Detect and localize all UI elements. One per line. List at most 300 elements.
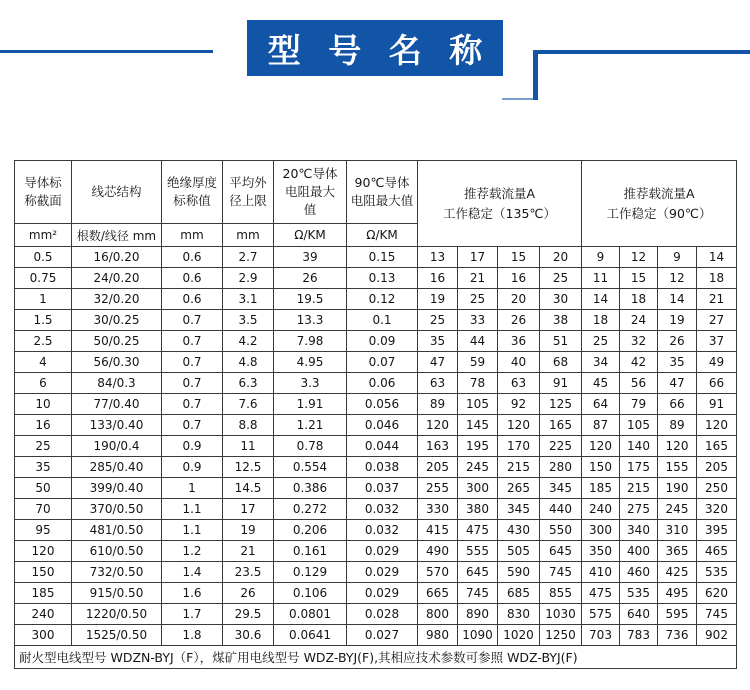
cell: 535 <box>620 583 658 604</box>
cell: 32 <box>620 331 658 352</box>
cell: 11 <box>582 268 620 289</box>
cell: 830 <box>498 604 540 625</box>
cell: 70 <box>15 499 72 520</box>
table-row <box>15 541 737 562</box>
cell: 736 <box>658 625 697 646</box>
cell: 481/0.50 <box>72 520 162 541</box>
cell: 4.95 <box>274 352 347 373</box>
cell: 275 <box>620 499 658 520</box>
col-header-insulation-thickness <box>162 161 223 224</box>
cell: 133/0.40 <box>72 415 162 436</box>
cell: 23.5 <box>223 562 274 583</box>
cell: 1020 <box>498 625 540 646</box>
cell: 0.029 <box>347 541 418 562</box>
cell: 44 <box>458 331 498 352</box>
header-line: 90℃导体 <box>354 175 410 190</box>
cell: 0.6 <box>162 268 223 289</box>
cell: 10 <box>15 394 72 415</box>
col-header-resistance-20c <box>274 161 347 224</box>
footer-row <box>15 646 737 669</box>
cell: 21 <box>697 289 737 310</box>
cell: 505 <box>498 541 540 562</box>
unit-cell: Ω/KM <box>274 224 347 247</box>
unit-cell: mm <box>162 224 223 247</box>
cell: 17 <box>458 247 498 268</box>
cell: 555 <box>458 541 498 562</box>
cell: 915/0.50 <box>72 583 162 604</box>
cell: 140 <box>620 436 658 457</box>
cell: 590 <box>498 562 540 583</box>
cell: 84/0.3 <box>72 373 162 394</box>
cell: 0.161 <box>274 541 347 562</box>
cell: 0.7 <box>162 310 223 331</box>
cell: 1.1 <box>162 499 223 520</box>
cell: 155 <box>658 457 697 478</box>
cell: 0.106 <box>274 583 347 604</box>
cell: 15 <box>620 268 658 289</box>
cell: 0.13 <box>347 268 418 289</box>
cell: 64 <box>582 394 620 415</box>
cell: 0.044 <box>347 436 418 457</box>
cell: 66 <box>658 394 697 415</box>
page-title-banner <box>247 20 503 76</box>
cell: 465 <box>697 541 737 562</box>
cell: 26 <box>658 331 697 352</box>
header-line: 推荐载流量A <box>623 185 695 201</box>
cell: 21 <box>458 268 498 289</box>
cell: 370/0.50 <box>72 499 162 520</box>
cell: 11 <box>223 436 274 457</box>
table-row <box>15 331 737 352</box>
cell: 38 <box>540 310 582 331</box>
cell: 0.7 <box>162 331 223 352</box>
cell: 800 <box>418 604 458 625</box>
cell: 14 <box>582 289 620 310</box>
cell: 310 <box>658 520 697 541</box>
cell: 18 <box>620 289 658 310</box>
cell: 56 <box>620 373 658 394</box>
cell: 0.037 <box>347 478 418 499</box>
cell: 0.386 <box>274 478 347 499</box>
cell: 12.5 <box>223 457 274 478</box>
cell: 0.056 <box>347 394 418 415</box>
cell: 6 <box>15 373 72 394</box>
cell: 6.3 <box>223 373 274 394</box>
cell: 280 <box>540 457 582 478</box>
cell: 0.038 <box>347 457 418 478</box>
cell: 163 <box>418 436 458 457</box>
table-row <box>15 583 737 604</box>
cell: 185 <box>582 478 620 499</box>
cell: 265 <box>498 478 540 499</box>
cell: 19 <box>418 289 458 310</box>
cell: 1.4 <box>162 562 223 583</box>
page-title: 型 号 名 称 <box>267 30 491 70</box>
cell: 1.91 <box>274 394 347 415</box>
cell: 120 <box>498 415 540 436</box>
cell: 495 <box>658 583 697 604</box>
cell: 685 <box>498 583 540 604</box>
cell: 25 <box>418 310 458 331</box>
table-body <box>15 247 737 646</box>
cell: 120 <box>418 415 458 436</box>
table-row <box>15 457 737 478</box>
cell: 185 <box>15 583 72 604</box>
unit-cell: mm² <box>15 224 72 247</box>
cell: 165 <box>697 436 737 457</box>
cell: 345 <box>540 478 582 499</box>
cell: 0.206 <box>274 520 347 541</box>
cell: 16 <box>15 415 72 436</box>
cell: 980 <box>418 625 458 646</box>
cell: 0.7 <box>162 373 223 394</box>
cell: 595 <box>658 604 697 625</box>
cell: 610/0.50 <box>72 541 162 562</box>
cell: 0.7 <box>162 352 223 373</box>
table-row <box>15 478 737 499</box>
cell: 165 <box>540 415 582 436</box>
cell: 190/0.4 <box>72 436 162 457</box>
cell: 39 <box>274 247 347 268</box>
cell: 8.8 <box>223 415 274 436</box>
cell: 620 <box>697 583 737 604</box>
header-line: 值 <box>303 202 317 217</box>
cell: 16 <box>498 268 540 289</box>
unit-cell: 根数/线径 mm <box>72 224 162 247</box>
cell: 0.12 <box>347 289 418 310</box>
header-line: 导体标 <box>24 175 62 190</box>
table-row <box>15 268 737 289</box>
cell: 3.5 <box>223 310 274 331</box>
cell: 87 <box>582 415 620 436</box>
cell: 240 <box>15 604 72 625</box>
cell: 783 <box>620 625 658 646</box>
cell: 120 <box>658 436 697 457</box>
cell: 25 <box>15 436 72 457</box>
cell: 0.027 <box>347 625 418 646</box>
cell: 16 <box>418 268 458 289</box>
cell: 745 <box>458 583 498 604</box>
cell: 425 <box>658 562 697 583</box>
cell: 4 <box>15 352 72 373</box>
cell: 0.1 <box>347 310 418 331</box>
cell: 0.5 <box>15 247 72 268</box>
cell: 0.9 <box>162 457 223 478</box>
cell: 475 <box>582 583 620 604</box>
cell: 255 <box>418 478 458 499</box>
cell: 170 <box>498 436 540 457</box>
cell: 92 <box>498 394 540 415</box>
cell: 640 <box>620 604 658 625</box>
cell: 300 <box>15 625 72 646</box>
col-header-resistance-90c <box>347 161 418 224</box>
cell: 1 <box>162 478 223 499</box>
cell: 1220/0.50 <box>72 604 162 625</box>
table-row <box>15 373 737 394</box>
table-row <box>15 625 737 646</box>
cell: 35 <box>658 352 697 373</box>
cell: 320 <box>697 499 737 520</box>
cell: 79 <box>620 394 658 415</box>
banner-left-line <box>0 50 213 53</box>
cell: 645 <box>540 541 582 562</box>
cell: 35 <box>418 331 458 352</box>
cell: 49 <box>697 352 737 373</box>
cell: 0.032 <box>347 499 418 520</box>
cell: 32/0.20 <box>72 289 162 310</box>
cell: 250 <box>697 478 737 499</box>
header-line: 工作稳定（90℃） <box>606 205 712 221</box>
table-row <box>15 604 737 625</box>
cell: 195 <box>458 436 498 457</box>
cell: 745 <box>540 562 582 583</box>
col-header-conductor-section <box>15 161 72 224</box>
cell: 490 <box>418 541 458 562</box>
cell: 1525/0.50 <box>72 625 162 646</box>
cell: 0.272 <box>274 499 347 520</box>
banner-step-vertical-line <box>533 50 538 100</box>
cell: 13.3 <box>274 310 347 331</box>
cell: 19.5 <box>274 289 347 310</box>
cell: 0.029 <box>347 583 418 604</box>
cell: 399/0.40 <box>72 478 162 499</box>
cell: 0.0641 <box>274 625 347 646</box>
group-header-ampacity-135c <box>418 161 582 247</box>
cell: 0.029 <box>347 562 418 583</box>
cell: 125 <box>540 394 582 415</box>
cell: 1.5 <box>15 310 72 331</box>
cell: 30.6 <box>223 625 274 646</box>
table-row <box>15 499 737 520</box>
cell: 205 <box>418 457 458 478</box>
cell: 25 <box>458 289 498 310</box>
cell: 350 <box>582 541 620 562</box>
cell: 25 <box>582 331 620 352</box>
cell: 300 <box>582 520 620 541</box>
cell: 240 <box>582 499 620 520</box>
cell: 2.7 <box>223 247 274 268</box>
cell: 77/0.40 <box>72 394 162 415</box>
cell: 0.7 <box>162 394 223 415</box>
cell: 13 <box>418 247 458 268</box>
cell: 89 <box>658 415 697 436</box>
col-header-mean-od <box>223 161 274 224</box>
cell: 345 <box>498 499 540 520</box>
cell: 37 <box>697 331 737 352</box>
cell: 16/0.20 <box>72 247 162 268</box>
table-row <box>15 436 737 457</box>
cell: 0.6 <box>162 289 223 310</box>
cell: 4.2 <box>223 331 274 352</box>
cell: 1.21 <box>274 415 347 436</box>
cell: 285/0.40 <box>72 457 162 478</box>
cell: 1.6 <box>162 583 223 604</box>
cell: 4.8 <box>223 352 274 373</box>
cell: 42 <box>620 352 658 373</box>
cell: 78 <box>458 373 498 394</box>
table-row <box>15 415 737 436</box>
cell: 50 <box>15 478 72 499</box>
header-line: 平均外 <box>229 175 267 190</box>
cell: 51 <box>540 331 582 352</box>
cell: 225 <box>540 436 582 457</box>
cell: 395 <box>697 520 737 541</box>
cell: 33 <box>458 310 498 331</box>
banner-right-line <box>537 50 750 54</box>
cell: 430 <box>498 520 540 541</box>
cell: 12 <box>658 268 697 289</box>
cell: 9 <box>582 247 620 268</box>
col-header-core-structure <box>72 161 162 224</box>
cell: 36 <box>498 331 540 352</box>
cell: 45 <box>582 373 620 394</box>
header-line: 标称值 <box>173 193 211 208</box>
header-line: 称截面 <box>24 193 62 208</box>
table-row <box>15 352 737 373</box>
cell: 1 <box>15 289 72 310</box>
cell: 890 <box>458 604 498 625</box>
cell: 1.1 <box>162 520 223 541</box>
cell: 1.8 <box>162 625 223 646</box>
cell: 91 <box>697 394 737 415</box>
cell: 12 <box>620 247 658 268</box>
cell: 215 <box>620 478 658 499</box>
cell: 175 <box>620 457 658 478</box>
cell: 902 <box>697 625 737 646</box>
header-line: 电阻最大值 <box>350 193 414 208</box>
cell: 0.7 <box>162 415 223 436</box>
cell: 7.98 <box>274 331 347 352</box>
cell: 21 <box>223 541 274 562</box>
cell: 245 <box>658 499 697 520</box>
cell: 30 <box>540 289 582 310</box>
cell: 0.554 <box>274 457 347 478</box>
cell: 24 <box>620 310 658 331</box>
cell: 0.78 <box>274 436 347 457</box>
spec-table <box>14 160 737 669</box>
cell: 0.028 <box>347 604 418 625</box>
header-label-row <box>15 161 737 224</box>
cell: 19 <box>223 520 274 541</box>
group-header-ampacity-90c <box>582 161 737 247</box>
cell: 20 <box>540 247 582 268</box>
cell: 0.046 <box>347 415 418 436</box>
cell: 300 <box>458 478 498 499</box>
cell: 26 <box>498 310 540 331</box>
cell: 0.0801 <box>274 604 347 625</box>
cell: 215 <box>498 457 540 478</box>
cell: 68 <box>540 352 582 373</box>
cell: 56/0.30 <box>72 352 162 373</box>
cell: 245 <box>458 457 498 478</box>
cell: 2.5 <box>15 331 72 352</box>
table-row <box>15 394 737 415</box>
cell: 34 <box>582 352 620 373</box>
cell: 9 <box>658 247 697 268</box>
cell: 105 <box>458 394 498 415</box>
table-row <box>15 520 737 541</box>
unit-cell: Ω/KM <box>347 224 418 247</box>
header-line: 径上限 <box>229 193 267 208</box>
cell: 3.3 <box>274 373 347 394</box>
cell: 27 <box>697 310 737 331</box>
cell: 0.09 <box>347 331 418 352</box>
cell: 59 <box>458 352 498 373</box>
cell: 410 <box>582 562 620 583</box>
cell: 26 <box>274 268 347 289</box>
cell: 1030 <box>540 604 582 625</box>
cell: 1250 <box>540 625 582 646</box>
cell: 745 <box>697 604 737 625</box>
header-line: 推荐载流量A <box>463 185 536 201</box>
cell: 732/0.50 <box>72 562 162 583</box>
cell: 460 <box>620 562 658 583</box>
header-line: 线芯结构 <box>91 184 142 199</box>
cell: 7.6 <box>223 394 274 415</box>
cell: 150 <box>582 457 620 478</box>
cell: 15 <box>498 247 540 268</box>
cell: 330 <box>418 499 458 520</box>
cell: 340 <box>620 520 658 541</box>
cell: 365 <box>658 541 697 562</box>
cell: 0.9 <box>162 436 223 457</box>
cell: 105 <box>620 415 658 436</box>
cell: 570 <box>418 562 458 583</box>
cell: 3.1 <box>223 289 274 310</box>
cell: 440 <box>540 499 582 520</box>
cell: 14.5 <box>223 478 274 499</box>
footer-note: 耐火型电线型号 WDZN-BYJ（F），煤矿用电线型号 WDZ-BYJ(F),其相应技术参数可参照 WDZ-BYJ(F) <box>15 646 737 669</box>
cell: 66 <box>697 373 737 394</box>
cell: 30/0.25 <box>72 310 162 331</box>
cell: 120 <box>697 415 737 436</box>
cell: 380 <box>458 499 498 520</box>
unit-cell: mm <box>223 224 274 247</box>
cell: 50/0.25 <box>72 331 162 352</box>
cell: 1090 <box>458 625 498 646</box>
table-row <box>15 289 737 310</box>
cell: 14 <box>658 289 697 310</box>
cell: 855 <box>540 583 582 604</box>
cell: 575 <box>582 604 620 625</box>
cell: 400 <box>620 541 658 562</box>
cell: 150 <box>15 562 72 583</box>
cell: 47 <box>418 352 458 373</box>
cell: 18 <box>582 310 620 331</box>
header-line: 工作稳定（135℃） <box>443 205 556 221</box>
cell: 17 <box>223 499 274 520</box>
cell: 24/0.20 <box>72 268 162 289</box>
header-line: 20℃导体 <box>282 166 338 181</box>
cell: 29.5 <box>223 604 274 625</box>
cell: 550 <box>540 520 582 541</box>
cell: 0.129 <box>274 562 347 583</box>
cell: 63 <box>418 373 458 394</box>
cell: 120 <box>582 436 620 457</box>
cell: 190 <box>658 478 697 499</box>
cell: 205 <box>697 457 737 478</box>
cell: 35 <box>15 457 72 478</box>
cell: 95 <box>15 520 72 541</box>
cell: 475 <box>458 520 498 541</box>
cell: 645 <box>458 562 498 583</box>
cell: 89 <box>418 394 458 415</box>
cell: 18 <box>697 268 737 289</box>
cell: 0.15 <box>347 247 418 268</box>
cell: 1.2 <box>162 541 223 562</box>
cell: 63 <box>498 373 540 394</box>
table-row <box>15 247 737 268</box>
